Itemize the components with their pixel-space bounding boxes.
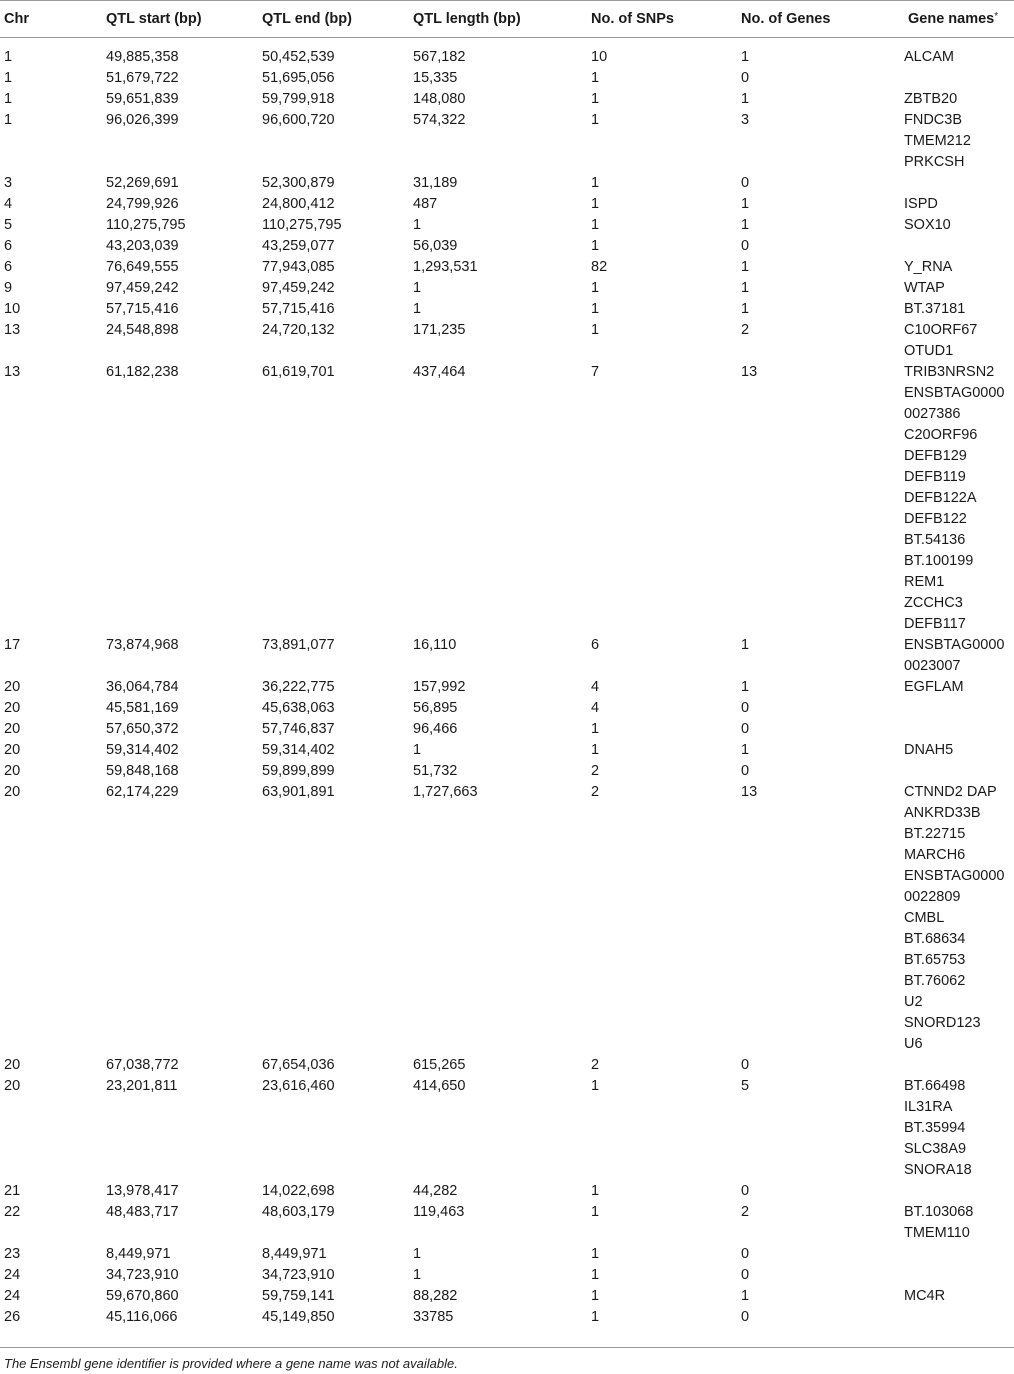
header-qtl-end: QTL end (bp) xyxy=(258,1,409,38)
cell-qtl-length: 1 xyxy=(413,217,422,233)
table-row xyxy=(0,740,1014,761)
cell-gene-names xyxy=(904,782,1014,1055)
cell-snp-count: 1 xyxy=(591,91,600,107)
cell-snp-count: 1 xyxy=(591,238,600,254)
cell-gene-count: 0 xyxy=(741,1183,750,1199)
table-row xyxy=(0,1181,1014,1202)
cell-snp-count: 1 xyxy=(591,1288,600,1304)
gene-name: CTNND2 DAP xyxy=(904,784,997,800)
cell-snp-count: 1 xyxy=(591,1246,600,1262)
cell-gene-names xyxy=(904,278,1014,299)
gene-name: ENSBTAG0000 xyxy=(904,385,1005,401)
cell-qtl-end: 36,222,775 xyxy=(262,679,335,695)
cell-gene-names xyxy=(904,635,1014,677)
cell-qtl-end: 45,149,850 xyxy=(262,1309,335,1325)
cell-snp-count: 1 xyxy=(591,280,600,296)
cell-qtl-end: 50,452,539 xyxy=(262,49,335,65)
cell-qtl-end: 97,459,242 xyxy=(262,280,335,296)
gene-name: ISPD xyxy=(904,196,938,212)
cell-gene-names xyxy=(904,1286,1014,1307)
cell-snp-count: 4 xyxy=(591,679,600,695)
cell-qtl-length: 56,895 xyxy=(413,700,458,716)
cell-snp-count: 1 xyxy=(591,1078,600,1094)
cell-chr: 1 xyxy=(4,112,13,128)
gene-name: Y_RNA xyxy=(904,259,953,275)
cell-gene-count: 1 xyxy=(741,742,750,758)
cell-chr: 6 xyxy=(4,238,13,254)
gene-name: TMEM212 xyxy=(904,133,971,149)
cell-qtl-start: 13,978,417 xyxy=(106,1183,179,1199)
cell-chr: 20 xyxy=(4,742,21,758)
cell-gene-count: 1 xyxy=(741,1288,750,1304)
cell-gene-count: 0 xyxy=(741,1246,750,1262)
cell-qtl-start: 52,269,691 xyxy=(106,175,179,191)
cell-qtl-end: 52,300,879 xyxy=(262,175,335,191)
cell-qtl-end: 59,759,141 xyxy=(262,1288,335,1304)
cell-chr: 1 xyxy=(4,49,13,65)
table-row xyxy=(0,635,1014,677)
cell-gene-names xyxy=(904,173,1014,194)
cell-snp-count: 2 xyxy=(591,1057,600,1073)
cell-qtl-length: 88,282 xyxy=(413,1288,458,1304)
cell-gene-count: 0 xyxy=(741,700,750,716)
header-gene-names: Gene names* xyxy=(904,1,1014,38)
cell-gene-names xyxy=(904,1307,1014,1334)
gene-name: ENSBTAG0000 xyxy=(904,868,1005,884)
gene-name: BT.37181 xyxy=(904,301,966,317)
table-body xyxy=(0,38,1014,1335)
cell-gene-names xyxy=(904,38,1014,69)
cell-gene-count: 2 xyxy=(741,322,750,338)
cell-chr: 5 xyxy=(4,217,13,233)
cell-gene-count: 13 xyxy=(741,364,758,380)
gene-name: ZCCHC3 xyxy=(904,595,963,611)
cell-qtl-length: 1 xyxy=(413,301,422,317)
cell-qtl-start: 76,649,555 xyxy=(106,259,179,275)
table-row xyxy=(0,278,1014,299)
cell-qtl-start: 110,275,795 xyxy=(106,217,186,233)
gene-name: 0027386 xyxy=(904,406,961,422)
cell-snp-count: 1 xyxy=(591,112,600,128)
cell-snp-count: 1 xyxy=(591,1267,600,1283)
gene-name: ENSBTAG0000 xyxy=(904,637,1005,653)
cell-qtl-end: 59,899,899 xyxy=(262,763,335,779)
cell-qtl-length: 31,189 xyxy=(413,175,458,191)
cell-qtl-length: 33785 xyxy=(413,1309,454,1325)
cell-qtl-start: 36,064,784 xyxy=(106,679,179,695)
gene-name: WTAP xyxy=(904,280,945,296)
gene-name: OTUD1 xyxy=(904,343,954,359)
cell-qtl-end: 34,723,910 xyxy=(262,1267,335,1283)
header-qtl-length: QTL length (bp) xyxy=(409,1,587,38)
cell-gene-names xyxy=(904,1244,1014,1265)
cell-gene-names xyxy=(904,719,1014,740)
cell-gene-count: 0 xyxy=(741,70,750,86)
cell-gene-count: 3 xyxy=(741,112,750,128)
cell-qtl-end: 45,638,063 xyxy=(262,700,335,716)
cell-snp-count: 1 xyxy=(591,742,600,758)
header-chr: Chr xyxy=(0,1,102,38)
cell-gene-count: 1 xyxy=(741,280,750,296)
cell-qtl-start: 34,723,910 xyxy=(106,1267,179,1283)
cell-qtl-length: 1 xyxy=(413,1267,422,1283)
cell-qtl-end: 59,799,918 xyxy=(262,91,335,107)
cell-gene-names xyxy=(904,194,1014,215)
cell-qtl-start: 62,174,229 xyxy=(106,784,179,800)
table-row xyxy=(0,320,1014,362)
cell-qtl-length: 1 xyxy=(413,280,422,296)
cell-qtl-start: 57,715,416 xyxy=(106,301,179,317)
cell-gene-count: 2 xyxy=(741,1204,750,1220)
table-header-row xyxy=(0,1,1014,38)
gene-name: BT.103068 xyxy=(904,1204,974,1220)
cell-qtl-length: 15,335 xyxy=(413,70,458,86)
cell-chr: 20 xyxy=(4,679,21,695)
cell-qtl-length: 51,732 xyxy=(413,763,458,779)
cell-gene-names xyxy=(904,299,1014,320)
cell-qtl-length: 567,182 xyxy=(413,49,466,65)
table-row xyxy=(0,1202,1014,1244)
cell-gene-names xyxy=(904,677,1014,698)
table-row xyxy=(0,110,1014,173)
gene-name: FNDC3B xyxy=(904,112,963,128)
cell-qtl-start: 49,885,358 xyxy=(106,49,179,65)
cell-qtl-start: 97,459,242 xyxy=(106,280,179,296)
cell-qtl-start: 23,201,811 xyxy=(106,1078,178,1094)
gene-name: DEFB119 xyxy=(904,469,966,485)
cell-qtl-length: 1,727,663 xyxy=(413,784,478,800)
cell-gene-names xyxy=(904,1202,1014,1244)
header-gene-count: No. of Genes xyxy=(737,1,904,38)
table-row xyxy=(0,719,1014,740)
table-row xyxy=(0,38,1014,69)
cell-qtl-length: 615,265 xyxy=(413,1057,466,1073)
cell-qtl-length: 44,282 xyxy=(413,1183,458,1199)
cell-qtl-length: 414,650 xyxy=(413,1078,466,1094)
cell-snp-count: 1 xyxy=(591,217,600,233)
cell-chr: 21 xyxy=(4,1183,21,1199)
cell-qtl-start: 45,581,169 xyxy=(106,700,179,716)
cell-qtl-end: 96,600,720 xyxy=(262,112,335,128)
table-row xyxy=(0,1055,1014,1076)
cell-gene-names xyxy=(904,740,1014,761)
cell-qtl-start: 43,203,039 xyxy=(106,238,179,254)
cell-gene-count: 5 xyxy=(741,1078,750,1094)
cell-qtl-start: 45,116,066 xyxy=(106,1309,178,1325)
gene-name: U2 xyxy=(904,994,923,1010)
cell-snp-count: 1 xyxy=(591,196,600,212)
gene-name: 0022809 xyxy=(904,889,961,905)
cell-snp-count: 10 xyxy=(591,49,608,65)
cell-qtl-start: 24,548,898 xyxy=(106,322,179,338)
cell-snp-count: 4 xyxy=(591,700,600,716)
gene-name: SLC38A9 xyxy=(904,1141,967,1157)
cell-gene-count: 1 xyxy=(741,49,750,65)
table-row xyxy=(0,1076,1014,1181)
gene-name: MC4R xyxy=(904,1288,946,1304)
cell-chr: 6 xyxy=(4,259,13,275)
cell-snp-count: 7 xyxy=(591,364,600,380)
gene-name: BT.65753 xyxy=(904,952,966,968)
cell-qtl-start: 59,670,860 xyxy=(106,1288,179,1304)
cell-snp-count: 1 xyxy=(591,301,600,317)
gene-name: MARCH6 xyxy=(904,847,966,863)
cell-gene-count: 0 xyxy=(741,763,750,779)
cell-qtl-length: 1 xyxy=(413,1246,422,1262)
table-row xyxy=(0,677,1014,698)
cell-qtl-end: 24,800,412 xyxy=(262,196,335,212)
cell-snp-count: 1 xyxy=(591,721,600,737)
cell-qtl-end: 43,259,077 xyxy=(262,238,335,254)
cell-gene-names xyxy=(904,1076,1014,1181)
cell-chr: 13 xyxy=(4,364,21,380)
cell-qtl-length: 96,466 xyxy=(413,721,458,737)
cell-gene-count: 1 xyxy=(741,259,750,275)
gene-name: TMEM110 xyxy=(904,1225,970,1241)
cell-gene-count: 0 xyxy=(741,238,750,254)
cell-gene-names xyxy=(904,1181,1014,1202)
gene-name: SOX10 xyxy=(904,217,951,233)
gene-name: CMBL xyxy=(904,910,945,926)
cell-chr: 20 xyxy=(4,721,21,737)
cell-gene-count: 1 xyxy=(741,637,750,653)
cell-gene-count: 0 xyxy=(741,1267,750,1283)
cell-chr: 20 xyxy=(4,784,21,800)
cell-qtl-end: 61,619,701 xyxy=(262,364,335,380)
gene-name: IL31RA xyxy=(904,1099,953,1115)
cell-qtl-length: 487 xyxy=(413,196,438,212)
cell-chr: 23 xyxy=(4,1246,21,1262)
cell-qtl-end: 73,891,077 xyxy=(262,637,335,653)
cell-qtl-length: 16,110 xyxy=(413,637,457,653)
cell-gene-count: 1 xyxy=(741,301,750,317)
gene-name: DEFB129 xyxy=(904,448,967,464)
cell-gene-names xyxy=(904,1265,1014,1286)
cell-chr: 20 xyxy=(4,700,21,716)
cell-qtl-end: 51,695,056 xyxy=(262,70,335,86)
gene-name: C20ORF96 xyxy=(904,427,978,443)
cell-snp-count: 6 xyxy=(591,637,600,653)
cell-gene-count: 0 xyxy=(741,1057,750,1073)
cell-gene-names xyxy=(904,68,1014,89)
cell-qtl-start: 51,679,722 xyxy=(106,70,179,86)
cell-chr: 9 xyxy=(4,280,13,296)
cell-qtl-length: 1,293,531 xyxy=(413,259,478,275)
gene-name: DEFB122A xyxy=(904,490,977,506)
gene-name: BT.66498 xyxy=(904,1078,966,1094)
cell-qtl-start: 67,038,772 xyxy=(106,1057,179,1073)
cell-chr: 20 xyxy=(4,1078,21,1094)
header-qtl-start: QTL start (bp) xyxy=(102,1,258,38)
cell-gene-count: 0 xyxy=(741,175,750,191)
cell-gene-count: 1 xyxy=(741,196,750,212)
cell-chr: 20 xyxy=(4,1057,21,1073)
gene-name: BT.100199 xyxy=(904,553,974,569)
cell-snp-count: 82 xyxy=(591,259,608,275)
cell-chr: 20 xyxy=(4,763,21,779)
gene-name: EGFLAM xyxy=(904,679,964,695)
cell-gene-names xyxy=(904,761,1014,782)
gene-name: ZBTB20 xyxy=(904,91,958,107)
gene-name: ANKRD33B xyxy=(904,805,981,821)
table-row xyxy=(0,698,1014,719)
cell-chr: 4 xyxy=(4,196,13,212)
cell-qtl-start: 57,650,372 xyxy=(106,721,179,737)
cell-qtl-start: 24,799,926 xyxy=(106,196,179,212)
gene-name: PRKCSH xyxy=(904,154,965,170)
cell-qtl-end: 57,746,837 xyxy=(262,721,335,737)
table-row xyxy=(0,782,1014,1055)
gene-name: C10ORF67 xyxy=(904,322,978,338)
cell-qtl-end: 14,022,698 xyxy=(262,1183,335,1199)
gene-name: U6 xyxy=(904,1036,923,1052)
cell-gene-names xyxy=(904,215,1014,236)
cell-gene-count: 1 xyxy=(741,217,750,233)
gene-name: 0023007 xyxy=(904,658,961,674)
cell-qtl-length: 1 xyxy=(413,742,422,758)
cell-chr: 3 xyxy=(4,175,13,191)
cell-snp-count: 2 xyxy=(591,784,600,800)
cell-snp-count: 1 xyxy=(591,1204,600,1220)
cell-chr: 17 xyxy=(4,637,21,653)
cell-chr: 1 xyxy=(4,70,13,86)
table-row xyxy=(0,299,1014,320)
cell-qtl-start: 59,651,839 xyxy=(106,91,179,107)
cell-chr: 22 xyxy=(4,1204,21,1220)
cell-gene-names xyxy=(904,89,1014,110)
gene-name: DEFB117 xyxy=(904,616,966,632)
gene-name: SNORA18 xyxy=(904,1162,972,1178)
gene-name: TRIB3NRSN2 xyxy=(904,364,995,380)
cell-qtl-end: 24,720,132 xyxy=(262,322,335,338)
cell-qtl-length: 437,464 xyxy=(413,364,466,380)
header-snp-count: No. of SNPs xyxy=(587,1,737,38)
cell-qtl-length: 157,992 xyxy=(413,679,466,695)
cell-chr: 24 xyxy=(4,1267,21,1283)
cell-qtl-start: 59,848,168 xyxy=(106,763,179,779)
gene-name: BT.76062 xyxy=(904,973,966,989)
cell-gene-names xyxy=(904,236,1014,257)
cell-gene-names xyxy=(904,257,1014,278)
cell-qtl-start: 61,182,238 xyxy=(106,364,179,380)
cell-gene-count: 1 xyxy=(741,91,750,107)
table-row xyxy=(0,1307,1014,1334)
cell-gene-names xyxy=(904,1055,1014,1076)
cell-gene-names xyxy=(904,110,1014,173)
gene-name: ALCAM xyxy=(904,49,954,65)
cell-qtl-end: 110,275,795 xyxy=(262,217,342,233)
cell-qtl-length: 574,322 xyxy=(413,112,466,128)
table-row xyxy=(0,215,1014,236)
cell-gene-count: 13 xyxy=(741,784,758,800)
gene-name: DNAH5 xyxy=(904,742,954,758)
table-row xyxy=(0,257,1014,278)
cell-qtl-length: 56,039 xyxy=(413,238,458,254)
table-row xyxy=(0,1286,1014,1307)
cell-qtl-end: 59,314,402 xyxy=(262,742,335,758)
footnote-marker: * xyxy=(994,11,999,22)
table-row xyxy=(0,761,1014,782)
cell-gene-names xyxy=(904,362,1014,635)
cell-qtl-end: 8,449,971 xyxy=(262,1246,327,1262)
cell-qtl-end: 23,616,460 xyxy=(262,1078,335,1094)
gene-name: BT.54136 xyxy=(904,532,966,548)
cell-gene-count: 0 xyxy=(741,1309,750,1325)
cell-qtl-end: 63,901,891 xyxy=(262,784,335,800)
cell-qtl-end: 67,654,036 xyxy=(262,1057,335,1073)
table-row xyxy=(0,194,1014,215)
cell-qtl-start: 8,449,971 xyxy=(106,1246,171,1262)
cell-qtl-start: 59,314,402 xyxy=(106,742,179,758)
cell-chr: 13 xyxy=(4,322,21,338)
cell-snp-count: 1 xyxy=(591,175,600,191)
table-row xyxy=(0,173,1014,194)
cell-qtl-end: 77,943,085 xyxy=(262,259,335,275)
cell-qtl-start: 73,874,968 xyxy=(106,637,179,653)
cell-qtl-end: 48,603,179 xyxy=(262,1204,335,1220)
table-row xyxy=(0,236,1014,257)
table-footnote: The Ensembl gene identifier is provided where a gene name was not available. xyxy=(0,1347,1014,1371)
cell-qtl-length: 119,463 xyxy=(413,1204,465,1220)
cell-chr: 26 xyxy=(4,1309,21,1325)
cell-chr: 1 xyxy=(4,91,13,107)
cell-snp-count: 1 xyxy=(591,322,600,338)
cell-qtl-start: 96,026,399 xyxy=(106,112,179,128)
cell-gene-count: 1 xyxy=(741,679,750,695)
cell-gene-names xyxy=(904,320,1014,362)
cell-chr: 10 xyxy=(4,301,21,317)
cell-qtl-length: 171,235 xyxy=(413,322,466,338)
cell-snp-count: 1 xyxy=(591,1309,600,1325)
cell-qtl-start: 48,483,717 xyxy=(106,1204,179,1220)
gene-name: SNORD123 xyxy=(904,1015,981,1031)
table-row xyxy=(0,362,1014,635)
gene-name: REM1 xyxy=(904,574,945,590)
cell-qtl-length: 148,080 xyxy=(413,91,466,107)
table-row xyxy=(0,89,1014,110)
cell-qtl-end: 57,715,416 xyxy=(262,301,335,317)
cell-snp-count: 1 xyxy=(591,1183,600,1199)
cell-snp-count: 2 xyxy=(591,763,600,779)
table-row xyxy=(0,68,1014,89)
table-row xyxy=(0,1244,1014,1265)
cell-chr: 24 xyxy=(4,1288,21,1304)
cell-snp-count: 1 xyxy=(591,70,600,86)
gene-name: BT.22715 xyxy=(904,826,966,842)
gene-name: BT.68634 xyxy=(904,931,966,947)
gene-name: DEFB122 xyxy=(904,511,967,527)
table-row xyxy=(0,1265,1014,1286)
cell-gene-count: 0 xyxy=(741,721,750,737)
gene-name: BT.35994 xyxy=(904,1120,966,1136)
cell-gene-names xyxy=(904,698,1014,719)
